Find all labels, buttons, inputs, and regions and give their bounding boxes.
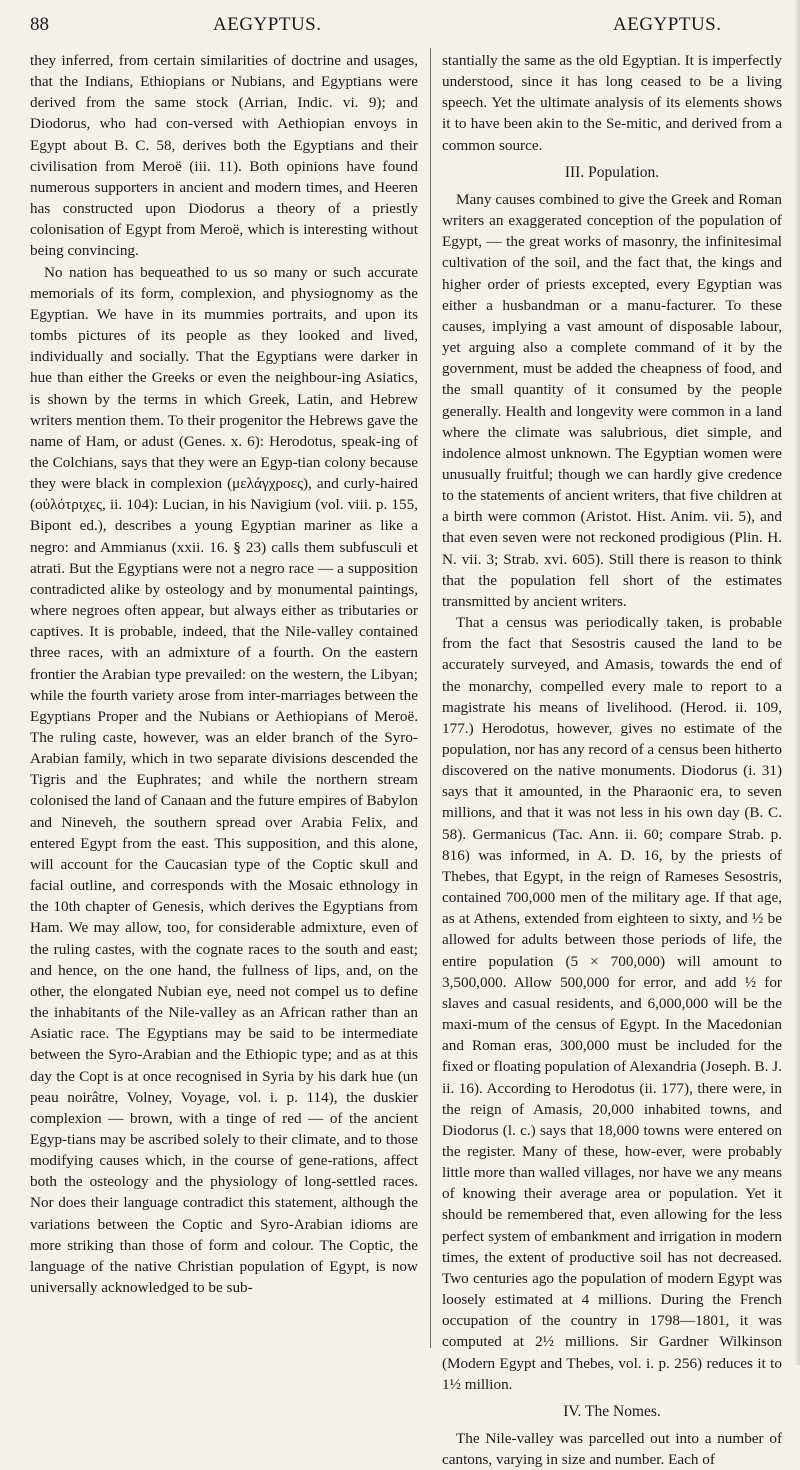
paragraph: The Nile-valley was parcelled out into a number of cantons, varying in size and number. Each of: [442, 1430, 782, 1469]
page-number: 88: [30, 14, 49, 35]
page-edge-shadow: [794, 0, 800, 1365]
paragraph: stantially the same as the old Egyptian. It is imperfectly understood, since it has long ceased to be a living speech. Yet the ultimate analysis of its elements shows it to have been akin to the Se-mitic, and derived from a common source.: [442, 52, 782, 154]
page-header: [0, 14, 800, 44]
section-heading-nomes: IV. The Nomes.: [563, 1402, 661, 1420]
paragraph: No nation has bequeathed to us so many or such accurate memorials of its form, complexion, and physiognomy as the Egyptian. We have in its mummies portraits, and upon its tombs pictures of its people as they looked and lived, individually and socially. That the Egyptians were darker in hue than either the Greeks or even the neighbour-ing Asiatics, is shown by the terms in which Greek, Latin, and Hebrew writers mention them. To their progenitor the Hebrews gave the name of Ham, or adust (Genes. x. 6): Herodotus, speak-ing of the Colchians, says that they were an Egyp-tian colony because they were black in complexion (μελάγχροες), and curly-haired (οὐλότριχες, ii. 104): Lucian, in his Navigium (vol. viii. p. 155, Bipont ed.), describes a young Egyptian mariner as like a negro: and Ammianus (xxii. 16. § 23) calls them subfusculi et atrati. But the Egyptians were not a negro race — a supposition contradicted alike by osteology and by monumental paintings, where negroes often appear, but always either as tributaries or captives. It is probable, indeed, that the Nile-valley contained three races, with an admixture of a fourth. On the eastern frontier the Arabian type prevailed: on the western, the Libyan; while the fourth variety arose from inter-marriages between the Egyptians Proper and the Nubians or Aethiopians of Meroë. The ruling caste, however, was an elder branch of the Syro-Arabian family, which in two separate divisions descended the Tigris and the Euphrates; and while the northern stream colonised the land of Canaan and the future empires of Babylon and Nineveh, the southern spread over Arabia Felix, and entered Egypt from the east. This supposition, and this alone, will account for the Caucasian type of the Coptic skull and facial outline, and corresponds with the Mosaic ethnology in the 10th chapter of Genesis, which derives the Egyptians from Ham. We may allow, too, for considerable admixture, even of the ruling castes, with the cognate races to the south and east; and hence, on the one hand, the fullness of lips, and, on the other, the elongated Nubian eye, need not compel us to define the inhabitants of the Nile-valley as an African rather than an Asiatic race. The Egyptians may be said to be intermediate between the Syro-Arabian and the Ethiopic type; and as at this day the Copt is at once recognised in Syria by his dark hue (un peau noirâtre, Volney, Voyage, vol. i. p. 114), the duskier complexion — brown, with a tinge of red — of the ancient Egyp-tians may be ascribed solely to their climate, and to those modifying causes which, in the course of gene-rations, affect both the osteology and the physiology of long-settled races. Nor does their language contradict this statement, although the variations between the Coptic and Syro-Arabian idioms are more striking than those of form and colour. The Coptic, the language of the native Christian population of Egypt, is now universally acknowledged to be sub-: [30, 263, 419, 1297]
section-heading-population: III. Population.: [564, 163, 660, 181]
paragraph: they inferred, from certain similarities of doctrine and usages, that the Indians, Ethiopians or Nubians, and Egyptians were derived from the same stock (Arrian, Indic. vi. 9); and Diodorus, who had con-versed with Aethiopian envoys in Egypt about B. C. 58, derives both the Egyptians and their civilisation from Meroë (iii. 11). Both opinions have found numerous supporters in ancient and modern times, and Heeren has constructed upon Diodorus a theory of a priestly colonisation of Egypt from Meroë, which is interesting without being convincing.: [30, 52, 418, 260]
running-head-right: AEGYPTUS.: [613, 14, 722, 35]
left-column: [30, 50, 418, 1298]
right-column: [442, 50, 782, 1470]
running-head-left: AEGYPTUS.: [213, 14, 322, 35]
column-divider: [430, 48, 431, 1348]
paragraph: Many causes combined to give the Greek and Roman writers an exaggerated conception of the population of Egypt, — the great works of masonry, the infinitesimal cultivation of the soil, and the fact that, the kings and higher order of priests excepted, every Egyptian was either a husbandman or a manu-facturer. To these causes, implying a vast amount of disposable labour, yet arguing also a complete command of it by the government, must be added the cheapness of food, and the small quantity of it consumed by the people generally. Health and longevity were common in a land where the climate was salubrious, diet simple, and indolence almost unknown. The Egyptian women were unusually fruitful; though we can hardly give credence to the statements of ancient writers, that five children at a birth were common (Aristot. Hist. Anim. vii. 5), and that even seven were not reckoned prodigious (Plin. H. N. vii. 3; Strab. xvi. 605). Still there is reason to think that the population fell short of the estimates transmitted by ancient writers.: [442, 190, 782, 610]
paragraph: That a census was periodically taken, is probable from the fact that Sesostris caused the land to be accurately surveyed, and Amasis, towards the end of the monarchy, compelled every male to report to a magistrate his means of livelihood. (Herod. ii. 109, 177.) Herodotus, however, gives no estimate of the population, nor has any record of a census been hitherto discovered on the native monuments. Diodorus (i. 31) says that it amounted, in the Pharaonic era, to seven millions, and that it was not less in his own day (B. C. 58). Germanicus (Tac. Ann. ii. 60; compare Strab. p. 816) was informed, in A. D. 16, by the priests of Thebes, that Egypt, in the reign of Rameses Sesostris, contained 700,000 men of the military age. If that age, as at Athens, extended from eighteen to sixty, and ½ be allowed for adults between those periods of life, the entire population (5 × 700,000) will amount to 3,500,000. Allow 500,000 for error, and add ½ for slaves and casual residents, and 6,000,000 will be the maxi-mum of the census of Egypt. In the Macedonian and Roman eras, 300,000 must be included for the fixed or floating population of Alexandria (Joseph. B. J. ii. 16). According to Herodotus (ii. 177), there were, in the reign of Amasis, 20,000 inhabited towns, and Diodorus (l. c.) says that 18,000 towns were entered on the register. Many of these, how-ever, were probably little more than walled villages, nor have we any means of knowing their average area or population. Yet it should be remembered that, even allowing for the less perfect system of embankment and irrigation in modern times, the extent of productive soil has not decreased. Two centuries ago the population of modern Egypt was loosely estimated at 4 millions. During the French occupation of the country in 1798—1801, it was computed at 2½ millions. Sir Gardner Wilkinson (Modern Egypt and Thebes, vol. i. p. 256) reduces it to 1½ million.: [442, 614, 782, 1393]
